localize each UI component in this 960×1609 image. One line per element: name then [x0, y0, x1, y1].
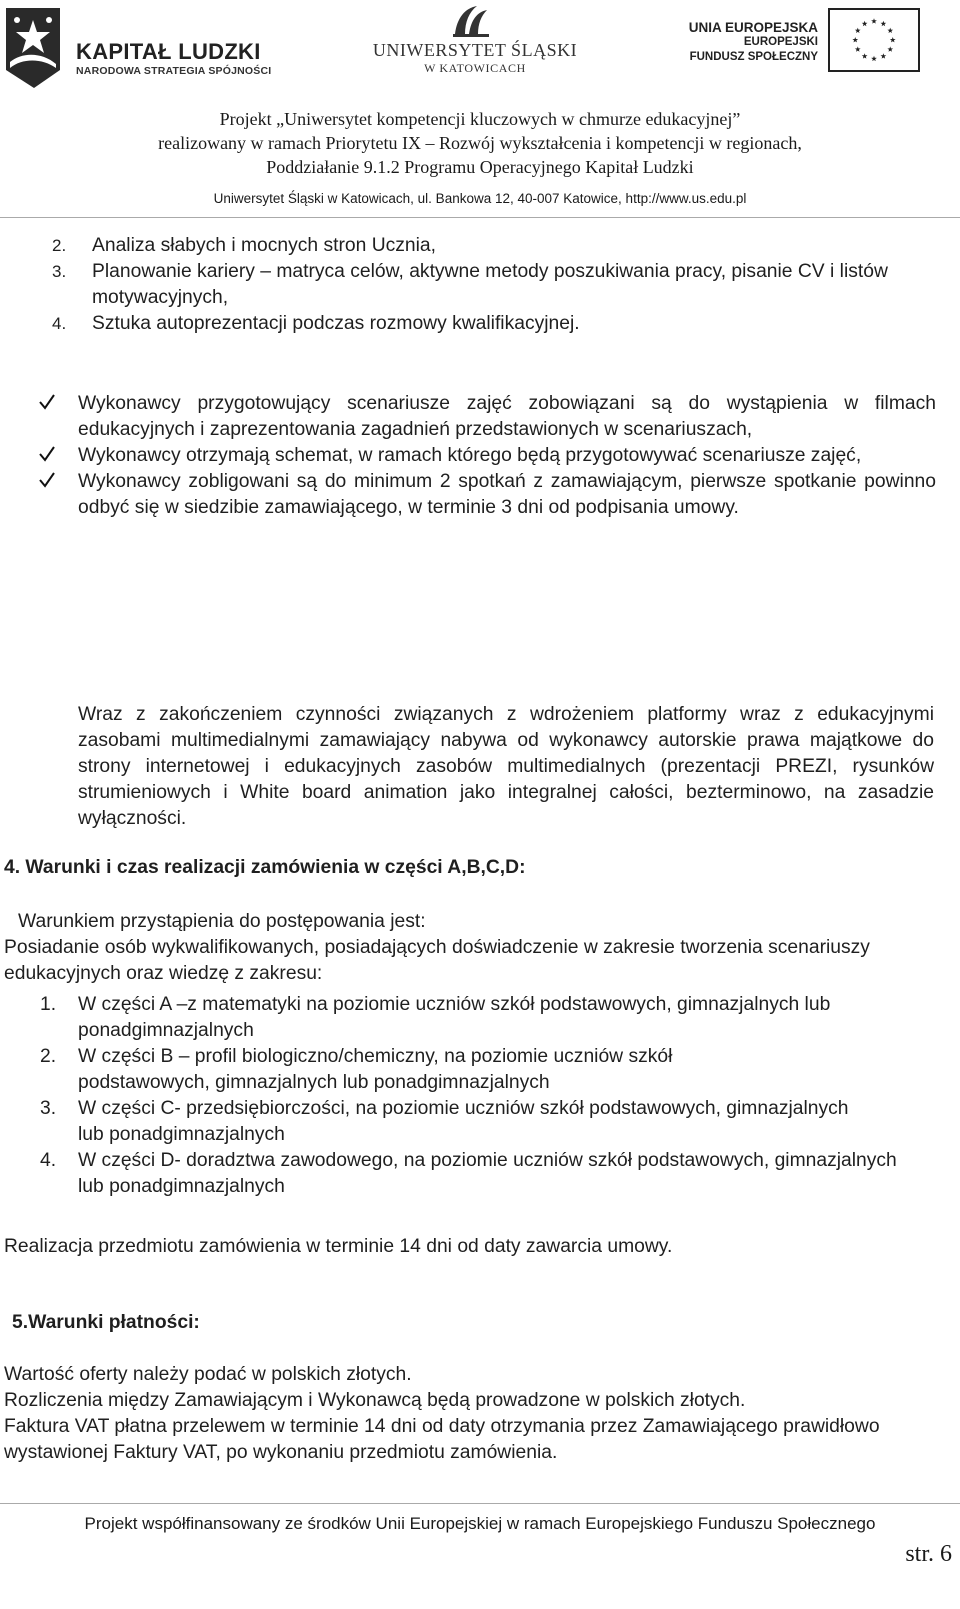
header-divider	[0, 217, 960, 218]
page-number: str. 6	[905, 1541, 952, 1567]
payment-line: Faktura VAT płatna przelewem w terminie 14 dni od daty otrzymania przez Zamawiającego prawidłowo wystawionej Faktury VAT, po wykonaniu przedmiotu zamówienia.	[4, 1416, 880, 1463]
kapital-ludzki-emblem	[2, 6, 64, 90]
footer-cofinancing: Projekt współfinansowany ze środków Unii Europejskiej w ramach Europejskiego Funduszu Społecznego	[84, 1514, 876, 1533]
condition-text: Posiadanie osób wykwalifikowanych, posiadających doświadczenie w zakresie tworzenia scenariuszy edukacyjnych oraz wiedzę z zakresu:	[4, 937, 870, 984]
checklist-item	[0, 443, 936, 469]
contractor-requirements-checklist	[0, 391, 936, 521]
list-number: 4.	[52, 314, 67, 333]
list-number: 1.	[40, 994, 57, 1015]
checkmark-icon	[38, 393, 56, 411]
deadline-text: Realizacja przedmiotu zamówienia w terminie 14 dni od daty zawarcia umowy.	[4, 1236, 673, 1257]
project-line-3: Poddziałanie 9.1.2 Programu Operacyjnego Kapitał Ludzki	[266, 157, 694, 177]
list-number: 3.	[40, 1098, 57, 1119]
condition-intro: Warunkiem przystąpienia do postępowania jest:	[18, 911, 426, 932]
project-info	[0, 107, 960, 179]
list-item	[0, 1044, 800, 1096]
checkmark-icon	[38, 471, 56, 489]
kapital-ludzki-subtitle: NARODOWA STRATEGIA SPÓJNOŚCI	[76, 65, 272, 77]
list-item	[0, 1096, 860, 1148]
ue-line1: UNIA EUROPEJSKA	[688, 20, 818, 35]
checklist-item	[0, 469, 936, 521]
checklist-text: Wykonawcy przygotowujący scenariusze zajęć zobowiązani są do wystąpienia w filmach edukacyjnych i zaprezentowania zagadnień przedstawionych w scenariuszach,	[78, 393, 936, 440]
uniwersytet-slaski-logo	[360, 4, 590, 74]
list-number: 2.	[40, 1046, 57, 1067]
list-item	[0, 311, 960, 337]
ue-text	[689, 20, 818, 65]
university-address: Uniwersytet Śląski w Katowicach, ul. Bankowa 12, 40-007 Katowice, http://www.us.edu.pl	[213, 191, 747, 206]
list-item	[0, 992, 930, 1044]
copyright-paragraph: Wraz z zakończeniem czynności związanych z wdrożeniem platformy wraz z edukacyjnymi zasobami multimedialnymi zamawiający nabywa od wykonawcy autorskie prawa majątkowe do strony internetowej i edukacyjnych zasobów multimedialnych (prezentacji PREZI, rysunków strumieniowych i White board animation jako integralnej całości, bezterminowo, na zasadzie wyłączności.	[78, 704, 934, 829]
payment-line: Rozliczenia między Zamawiającym i Wykonawcą będą prowadzone w polskich złotych.	[4, 1390, 746, 1411]
list-text: W części A –z matematyki na poziomie uczniów szkół podstawowych, gimnazjalnych lub ponadgimnazjalnych	[78, 994, 831, 1041]
kapital-ludzki-logo	[2, 6, 272, 90]
checklist-text: Wykonawcy otrzymają schemat, w ramach którego będą przygotowywać scenariusze zajęć,	[78, 445, 862, 466]
kapital-ludzki-name: KAPITAŁ LUDZKI	[76, 39, 261, 64]
header-logos	[0, 0, 960, 104]
list-number: 3.	[52, 262, 67, 281]
checkmark-icon	[38, 445, 56, 463]
checklist-item	[0, 391, 936, 443]
list-item	[0, 233, 960, 259]
section-5-heading: 5.Warunki płatności:	[12, 1312, 200, 1333]
project-line-2: realizowany w ramach Priorytetu IX – Rozwój wykształcenia i kompetencji w regionach,	[158, 133, 802, 153]
footer-divider	[0, 1503, 960, 1504]
list-text: Analiza słabych i mocnych stron Ucznia,	[92, 235, 436, 256]
ue-line3: FUNDUSZ SPOŁECZNY	[689, 51, 818, 63]
list-number: 2.	[52, 236, 67, 255]
list-number: 4.	[40, 1150, 57, 1171]
section-4-heading: 4. Warunki i czas realizacji zamówienia w części A,B,C,D:	[4, 857, 526, 878]
project-line-1: Projekt „Uniwersytet kompetencji kluczowych w chmurze edukacyjnej”	[219, 109, 741, 129]
ue-efs-logo	[690, 8, 930, 80]
eu-flag-icon	[828, 8, 920, 72]
list-text: W części B – profil biologiczno/chemiczny, na poziomie uczniów szkół podstawowych, gimnazjalnych lub ponadgimnazjalnych	[78, 1046, 673, 1093]
parts-list	[0, 992, 960, 1200]
payment-terms	[4, 1362, 934, 1466]
uniwersytet-city: W KATOWICACH	[424, 61, 526, 75]
list-text: Sztuka autoprezentacji podczas rozmowy kwalifikacyjnej.	[92, 313, 580, 334]
uniwersytet-slaski-emblem	[451, 4, 491, 38]
training-topics-list	[0, 233, 960, 337]
uniwersytet-name: UNIWERSYTET ŚLĄSKI	[372, 40, 578, 60]
list-text: W części D- doradztwa zawodowego, na poziomie uczniów szkół podstawowych, gimnazjalnych lub ponadgimnazjalnych	[78, 1150, 897, 1197]
list-text: Planowanie kariery – matryca celów, aktywne metody poszukiwania pracy, pisanie CV i listów motywacyjnych,	[92, 261, 888, 308]
list-text: W części C- przedsiębiorczości, na poziomie uczniów szkół podstawowych, gimnazjalnych lub ponadgimnazjalnych	[78, 1098, 849, 1145]
payment-line: Wartość oferty należy podać w polskich złotych.	[4, 1364, 412, 1385]
list-item	[0, 259, 930, 311]
checklist-text: Wykonawcy zobligowani są do minimum 2 spotkań z zamawiającym, pierwsze spotkanie powinno odbyć się w siedzibie zamawiającego, w terminie 3 dni od podpisania umowy.	[78, 471, 936, 518]
ue-line2: EUROPEJSKI	[743, 36, 818, 48]
list-item	[0, 1148, 900, 1200]
